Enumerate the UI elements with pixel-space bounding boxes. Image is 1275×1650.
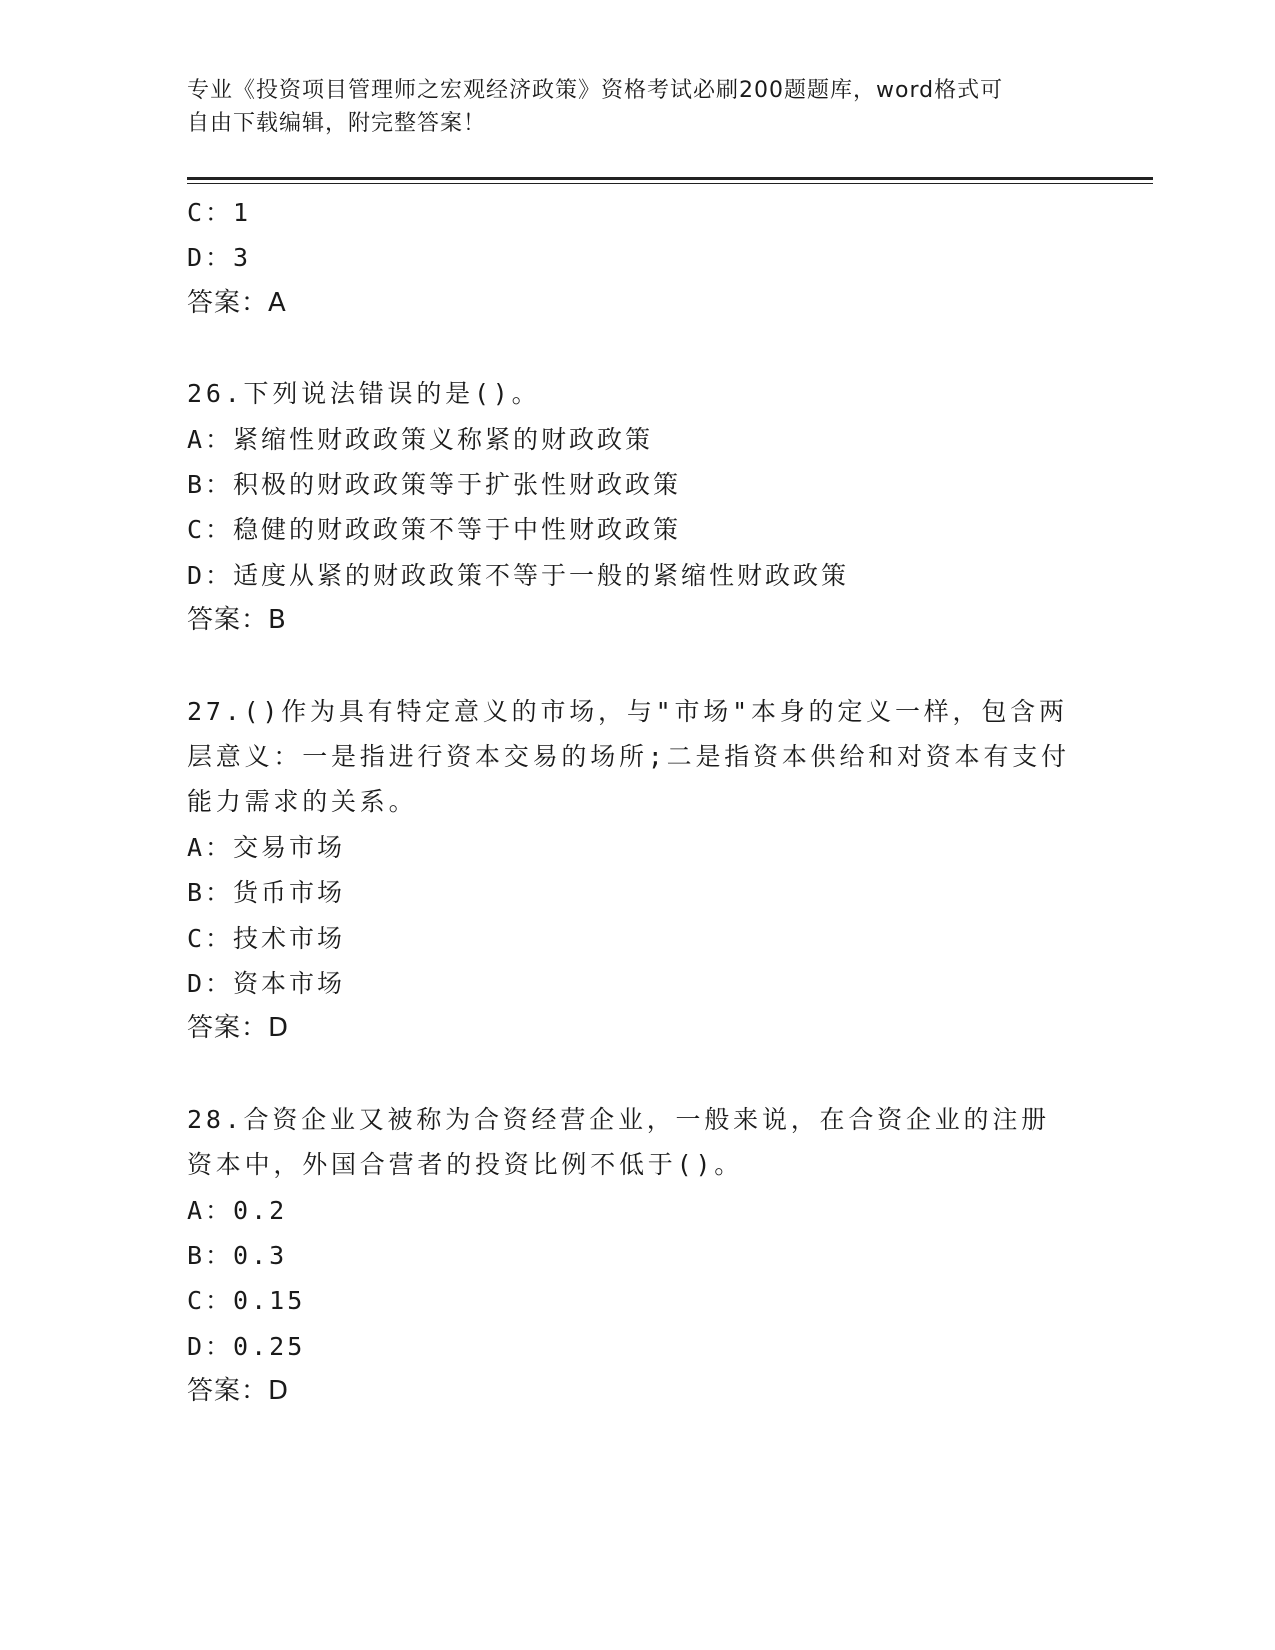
option-c: C：稳健的财政政策不等于中性财政政策 [187, 515, 682, 545]
option-a: A：0.2 [187, 1195, 288, 1225]
option-b: B：积极的财政政策等于扩张性财政政策 [187, 469, 682, 499]
answer-line: 答案：A [187, 287, 287, 318]
option-c: C：0.15 [187, 1286, 306, 1316]
option-d: D：0.25 [187, 1331, 306, 1361]
option-c: C：1 [187, 198, 252, 227]
question-stem: 26.下列说法错误的是()。 [187, 379, 541, 409]
question-stem: 28.合资企业又被称为合资经营企业，一般来说，在合资企业的注册资本中，外国合营者的投资比例不低于()。 [187, 1104, 1050, 1180]
option-b: B：货币市场 [187, 878, 346, 908]
document-header [187, 74, 1067, 140]
header-divider-thin [187, 183, 1153, 184]
prev-question-block [187, 190, 1077, 326]
question-28 [187, 1097, 1077, 1415]
option-b: B：0.3 [187, 1240, 288, 1270]
question-list [187, 190, 1077, 1459]
option-c: C：技术市场 [187, 923, 346, 953]
answer-line: 答案：B [187, 605, 287, 636]
question-26 [187, 371, 1077, 643]
option-d: D：资本市场 [187, 968, 346, 998]
question-stem: 27.()作为具有特定意义的市场，与"市场"本身的定义一样，包含两层意义：一是指进行资本交易的场所;二是指资本供给和对资本有支付能力需求的关系。 [187, 696, 1070, 817]
answer-line: 答案：D [187, 1013, 290, 1044]
answer-line: 答案：D [187, 1376, 290, 1407]
header-title-line-2: 自由下载编辑，附完整答案！ [187, 111, 487, 136]
question-27 [187, 689, 1077, 1052]
option-a: A：交易市场 [187, 832, 346, 862]
option-d: D：3 [187, 243, 252, 273]
option-d: D：适度从紧的财政政策不等于一般的紧缩性财政政策 [187, 560, 850, 590]
header-title-line-1: 专业《投资项目管理师之宏观经济政策》资格考试必刷200题题库，word格式可 [187, 78, 1004, 103]
option-a: A：紧缩性财政政策义称紧的财政政策 [187, 424, 654, 454]
header-divider-thick [187, 177, 1153, 180]
